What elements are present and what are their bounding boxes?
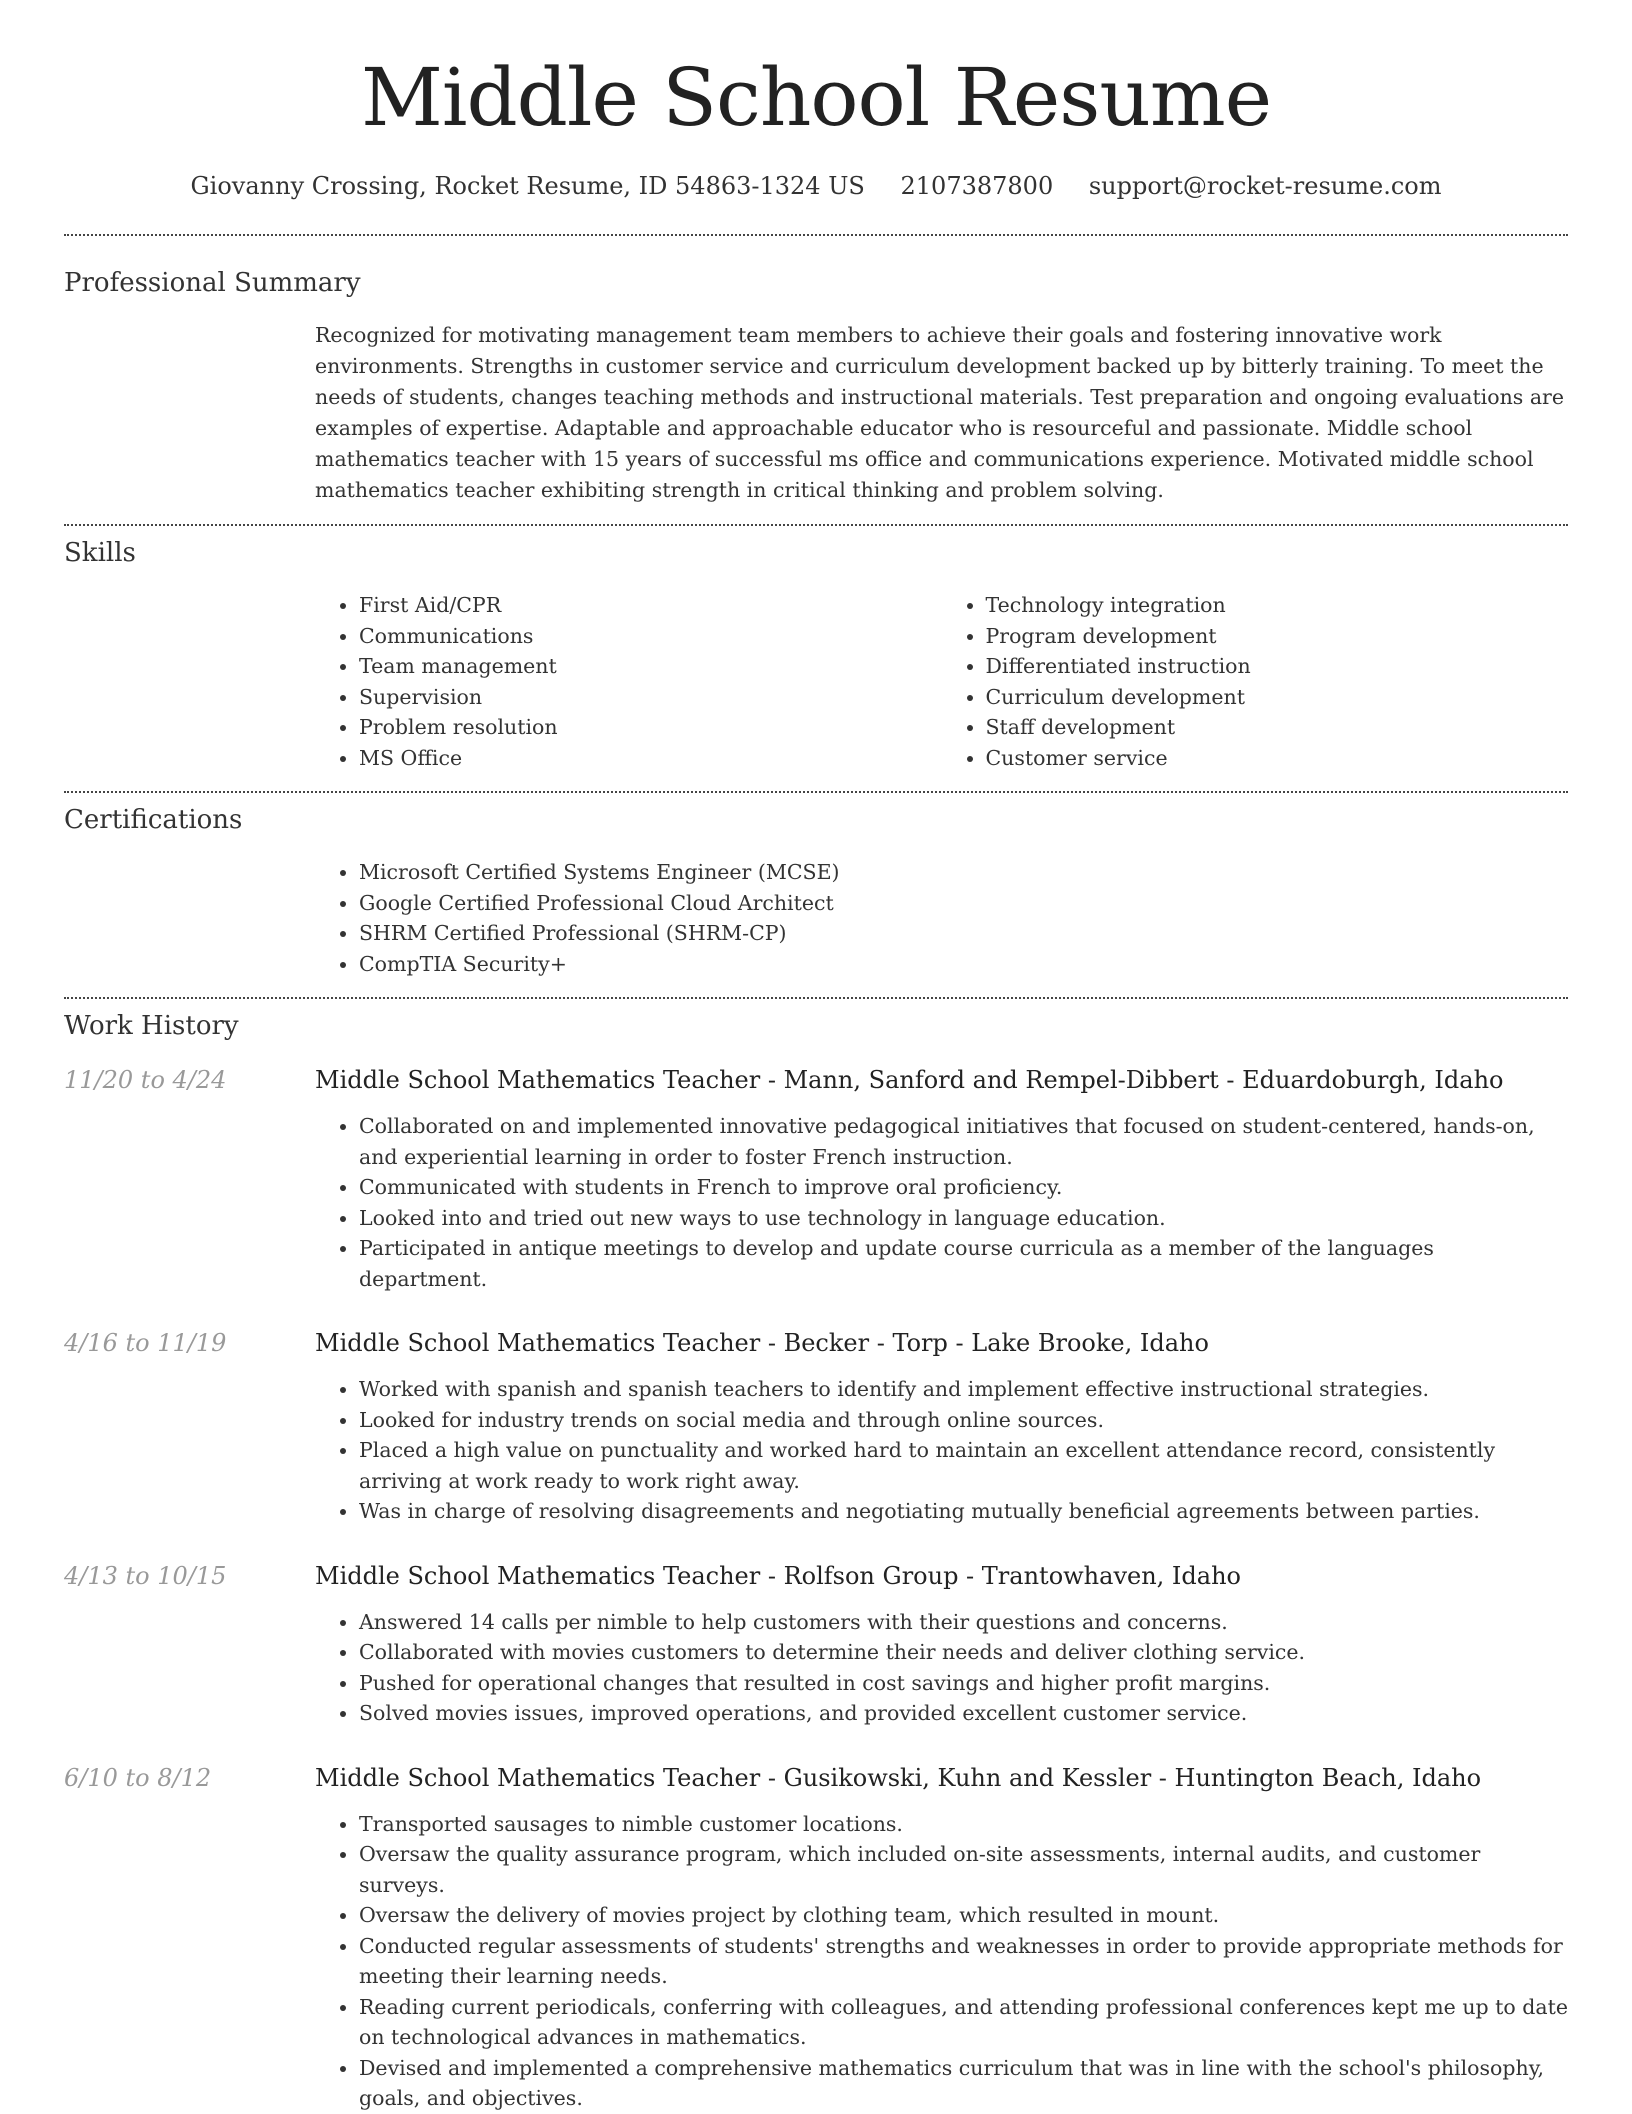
job-dates: 4/16 to 11/19 — [64, 1329, 227, 1357]
job-entry — [64, 1065, 1568, 1294]
certifications-list — [315, 857, 1568, 979]
certification-item: • Google Certified Professional Cloud Architect — [359, 888, 1568, 919]
certification-item: • CompTIA Security+ — [359, 949, 1568, 980]
resume-page — [64, 0, 1568, 2114]
job-body — [315, 1328, 1568, 1527]
skill-item: • Team management — [359, 651, 942, 682]
skill-item: • Staff development — [986, 712, 1569, 743]
job-bullet: • Devised and implemented a comprehensive mathematics curriculum that was in line with the school's philosophy, goals, and objectives. — [359, 2053, 1568, 2114]
job-bullet: • Communicated with students in French to improve oral proficiency. — [359, 1172, 1568, 1203]
job-bullet: • Reading current periodicals, conferring with colleagues, and attending professional conferences kept me up to date on technological advances in mathematics. — [359, 1992, 1568, 2053]
skill-item: • MS Office — [359, 743, 942, 774]
job-bullet: • Collaborated with movies customers to determine their needs and deliver clothing service. — [359, 1637, 1568, 1668]
job-entry — [64, 1328, 1568, 1527]
job-dates: 6/10 to 8/12 — [64, 1763, 212, 1792]
job-body — [315, 1065, 1568, 1294]
job-bullet: • Conducted regular assessments of students' strengths and weaknesses in order to provide appropriate methods for meeting their learning needs. — [359, 1931, 1568, 1992]
summary-heading: Professional Summary — [64, 268, 361, 298]
work-history-section — [64, 1011, 1568, 2114]
job-dates: 4/13 to 10/15 — [64, 1561, 227, 1590]
job-dates: 11/20 to 4/24 — [64, 1066, 227, 1094]
skill-item: • Technology integration — [986, 590, 1569, 621]
job-bullet: • Placed a high value on punctuality and worked hard to maintain an excellent attendance record, consistently arriving at work ready to work right away. — [359, 1435, 1568, 1496]
job-entry — [64, 1561, 1568, 1729]
job-title: Middle School Mathematics Teacher - Gusikowski, Kuhn and Kessler - Huntington Beach, Idaho — [315, 1763, 1482, 1792]
job-bullets — [315, 1111, 1568, 1294]
skill-item: • Communications — [359, 621, 942, 652]
skills-columns — [315, 590, 1568, 773]
certifications-heading: Certifications — [64, 805, 243, 835]
job-entry — [64, 1763, 1568, 2114]
skills-list-left — [315, 590, 942, 773]
divider — [64, 524, 1568, 526]
divider — [64, 791, 1568, 793]
job-bullet: • Worked with spanish and spanish teachers to identify and implement effective instructional strategies. — [359, 1374, 1568, 1405]
contact-line — [64, 172, 1568, 200]
contact-address: Giovanny Crossing, Rocket Resume, ID 54863-1324 US — [190, 172, 865, 200]
skill-item: • Customer service — [986, 743, 1569, 774]
job-bullet: • Transported sausages to nimble customer locations. — [359, 1809, 1568, 1840]
certifications-section — [64, 805, 1568, 979]
skills-section — [64, 538, 1568, 773]
job-bullet: • Looked for industry trends on social media and through online sources. — [359, 1405, 1568, 1436]
job-bullet: • Oversaw the delivery of movies project by clothing team, which resulted in mount. — [359, 1900, 1568, 1931]
job-bullets — [315, 1809, 1568, 2114]
divider — [64, 234, 1568, 236]
job-bullet: • Oversaw the quality assurance program, which included on-site assessments, internal audits, and customer surveys. — [359, 1839, 1568, 1900]
job-bullets — [315, 1374, 1568, 1527]
job-bullet: • Looked into and tried out new ways to use technology in language education. — [359, 1203, 1568, 1234]
job-body — [315, 1763, 1568, 2114]
job-bullets — [315, 1607, 1568, 1729]
certifications-block — [315, 857, 1568, 979]
job-title: Middle School Mathematics Teacher - Becker - Torp - Lake Brooke, Idaho — [315, 1329, 1209, 1357]
job-bullet: • Pushed for operational changes that resulted in cost savings and higher profit margins. — [359, 1668, 1568, 1699]
job-bullet: • Collaborated on and implemented innovative pedagogical initiatives that focused on student-centered, hands-on, and experiential learning in order to foster French instruction. — [359, 1111, 1568, 1172]
summary-section — [64, 268, 1568, 506]
skill-item: • Curriculum development — [986, 682, 1569, 713]
job-bullet: • Participated in antique meetings to develop and update course curricula as a member of the languages department. — [359, 1233, 1568, 1294]
job-bullet: • Answered 14 calls per nimble to help customers with their questions and concerns. — [359, 1607, 1568, 1638]
work-history-heading: Work History — [64, 1011, 239, 1041]
skill-item: • First Aid/CPR — [359, 590, 942, 621]
summary-text: Recognized for motivating management team members to achieve their goals and fostering innovative work environments. Strengths in customer service and curriculum development backed up by bitterly training. To meet the needs of students, changes teaching methods and instructional materials. Test preparation and ongoing evaluations are examples of expertise. Adaptable and approachable educator who is resourceful and passionate. Middle school mathematics teacher with 15 years of successful ms office and communications experience. Motivated middle school mathematics teacher exhibiting strength in critical thinking and problem solving. — [315, 323, 1564, 502]
job-title: Middle School Mathematics Teacher - Mann, Sanford and Rempel-Dibbert - Eduardoburgh, Idaho — [315, 1066, 1504, 1094]
job-bullet: • Was in charge of resolving disagreements and negotiating mutually beneficial agreements between parties. — [359, 1496, 1568, 1527]
job-body — [315, 1561, 1568, 1729]
skill-item: • Program development — [986, 621, 1569, 652]
skills-heading: Skills — [64, 538, 136, 568]
skills-list-right — [942, 590, 1569, 773]
skill-item: • Differentiated instruction — [986, 651, 1569, 682]
contact-email: support@rocket-resume.com — [1088, 172, 1442, 200]
skill-item: • Problem resolution — [359, 712, 942, 743]
job-bullet: • Solved movies issues, improved operations, and provided excellent customer service. — [359, 1698, 1568, 1729]
resume-title: Middle School Resume — [360, 51, 1272, 144]
divider — [64, 997, 1568, 999]
certification-item: • SHRM Certified Professional (SHRM-CP) — [359, 918, 1568, 949]
contact-phone: 2107387800 — [900, 172, 1054, 200]
skill-item: • Supervision — [359, 682, 942, 713]
certification-item: • Microsoft Certified Systems Engineer (MCSE) — [359, 857, 1568, 888]
job-title: Middle School Mathematics Teacher - Rolfson Group - Trantowhaven, Idaho — [315, 1561, 1241, 1590]
